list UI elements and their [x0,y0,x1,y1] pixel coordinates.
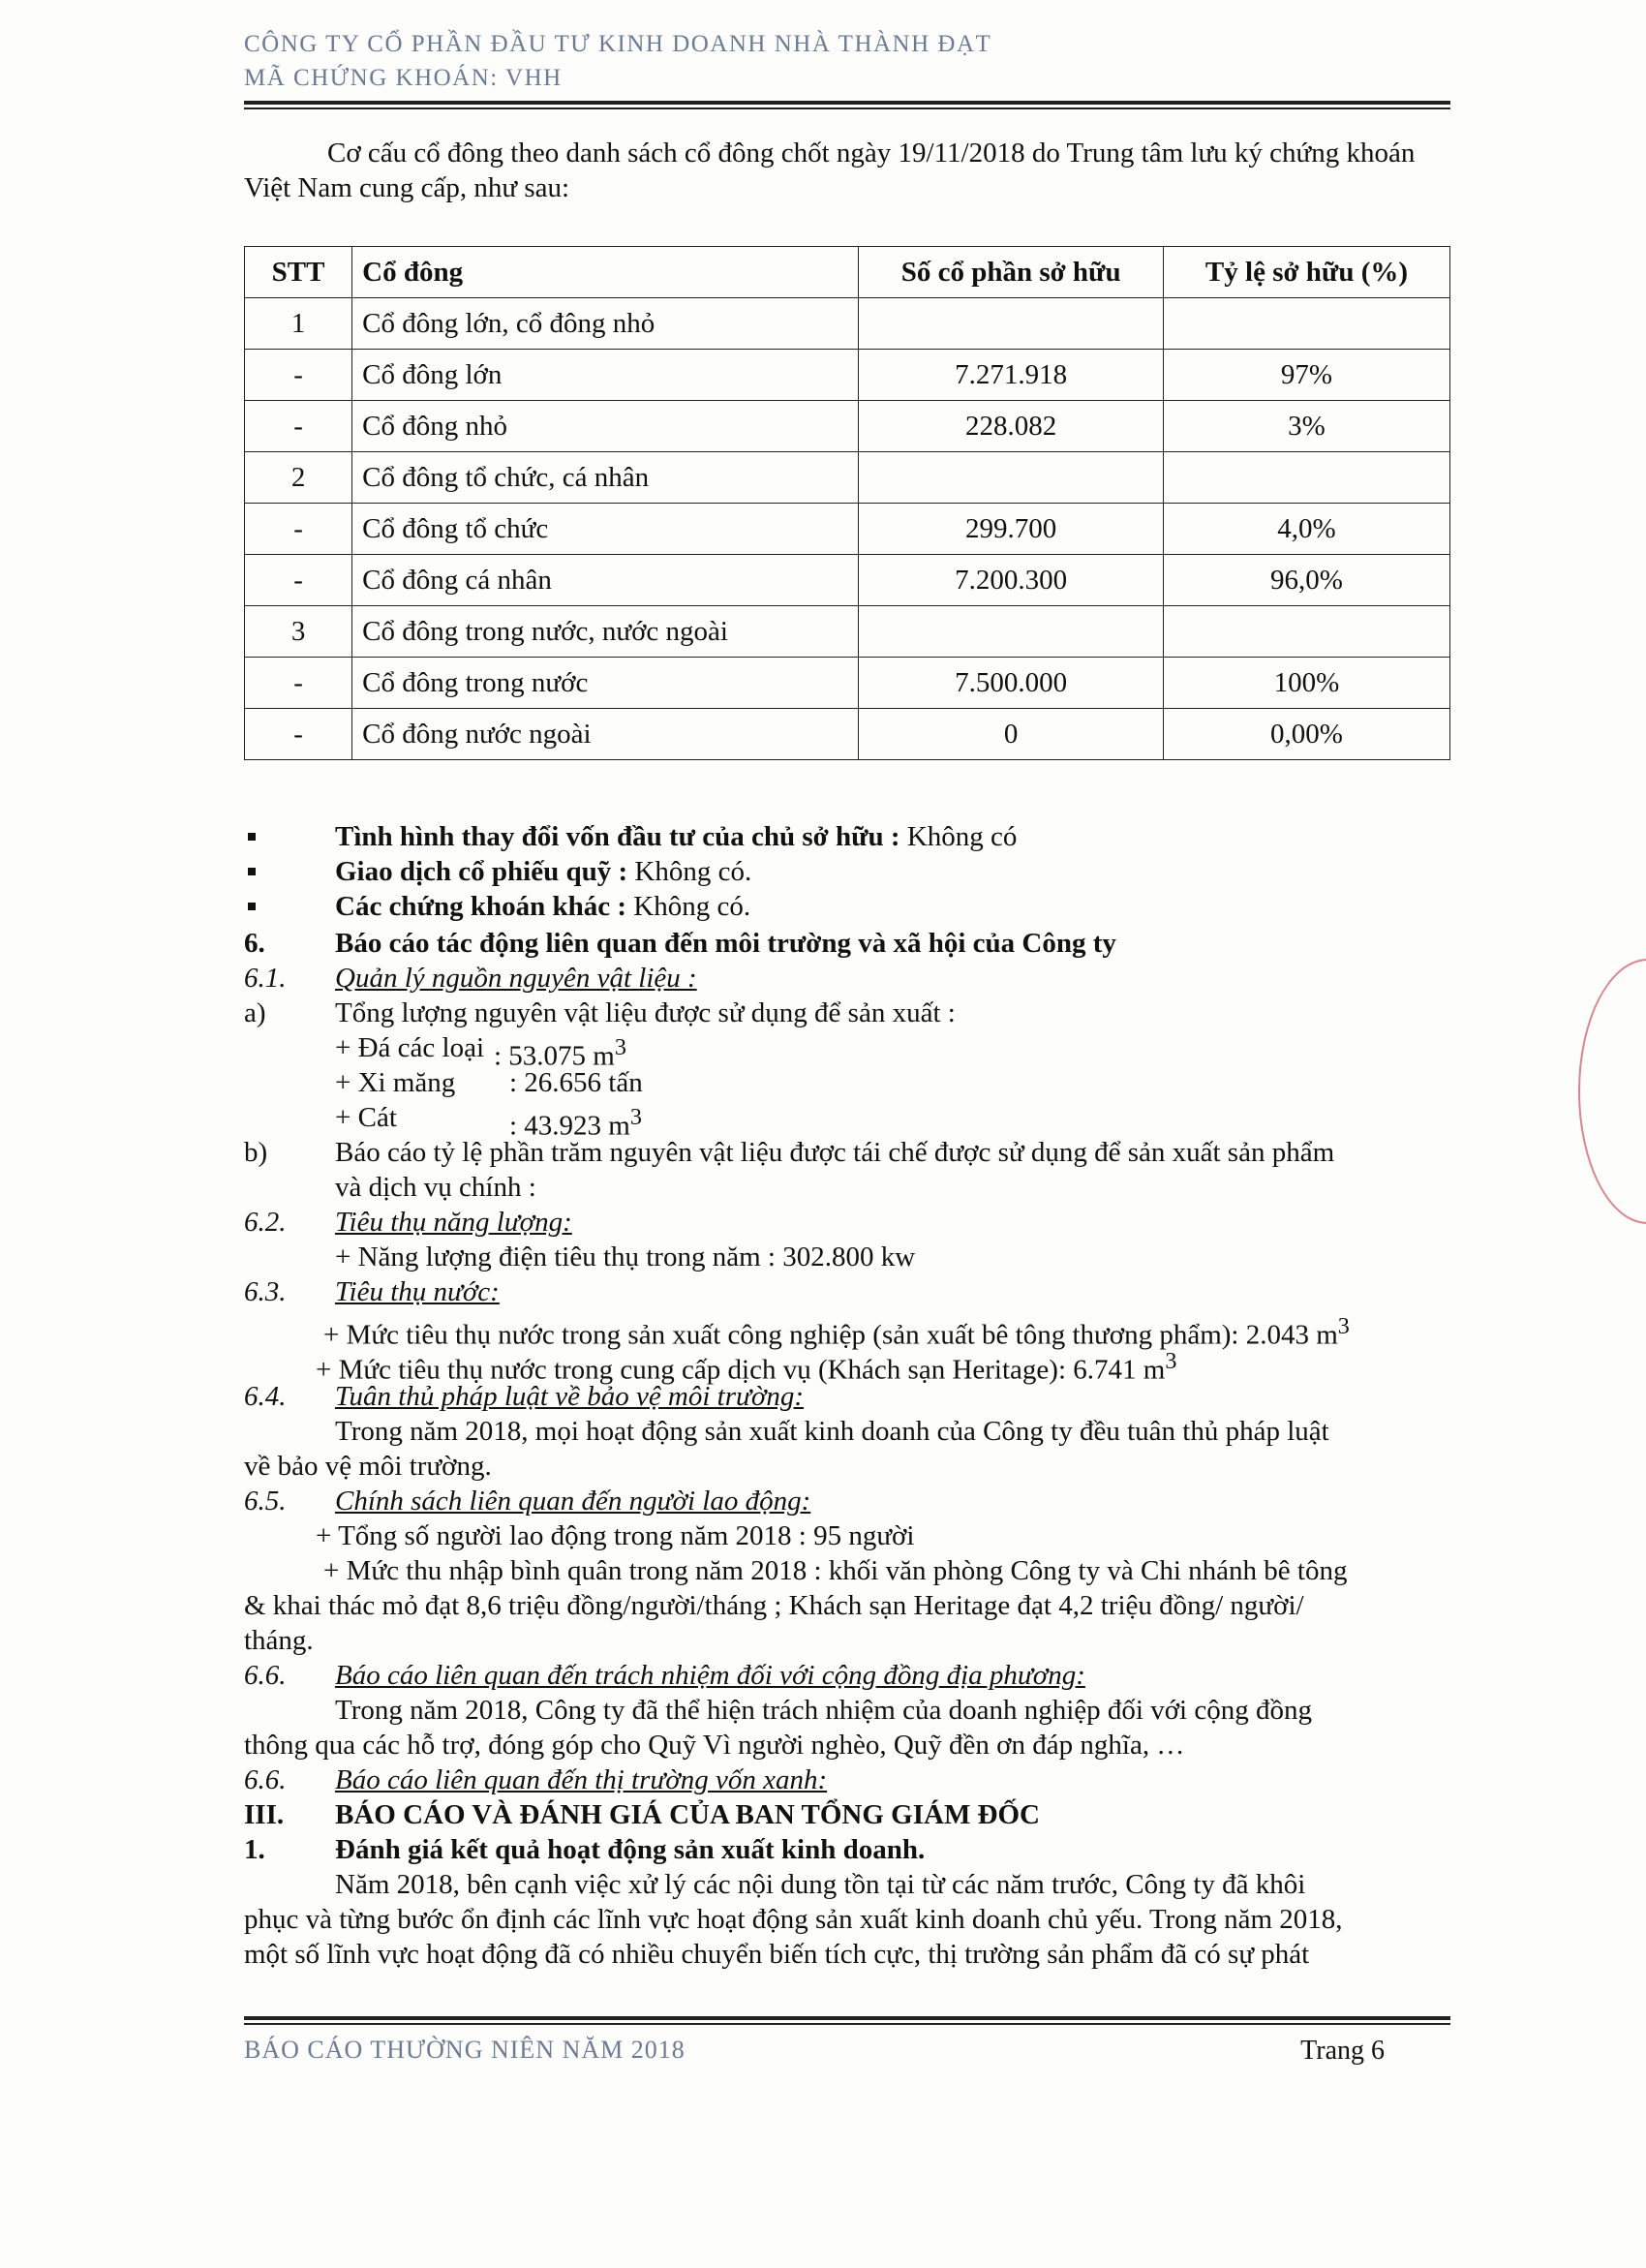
subsection-title: Quản lý nguồn nguyên vật liệu : [335,963,697,994]
page-number: Trang 6 [1300,2036,1385,2066]
cell-stt: - [245,658,352,709]
table-row [245,709,1450,760]
subsection-title: Báo cáo liên quan đến thị trường vốn xanh: [335,1764,828,1795]
table-row [245,606,1450,658]
table-header-row [245,247,1450,298]
body-text: Trong năm 2018, mọi hoạt động sản xuất kinh doanh của Công ty đều tuân thủ pháp luật [335,1416,1329,1447]
item-text: Tổng lượng nguyên vật liệu được sử dụng để sản xuất : [335,997,956,1028]
item-text: Báo cáo tỷ lệ phần trăm nguyên vật liệu được tái chế được sử dụng để sản xuất sản phẩm [335,1137,1335,1168]
header-rule-thin [244,107,1450,109]
cell-percent [1163,606,1449,658]
bullet-equity-change [335,819,1017,854]
table-row [245,504,1450,555]
cell-shares: 7.200.300 [859,555,1164,606]
section-title: Đánh giá kết quả hoạt động sản xuất kinh doanh. [335,1834,926,1865]
subsection-number: 6.6. [244,1764,287,1795]
cell-stt: 3 [245,606,352,658]
subsection-number: 6.5. [244,1486,287,1517]
cell-name: Cổ đông nhỏ [352,401,859,452]
cell-stt: 1 [245,298,352,350]
bullet-label: Các chứng khoán khác : [335,891,627,922]
bullet-marker [248,833,256,841]
cell-name: Cổ đông cá nhân [352,555,859,606]
company-header [244,27,991,95]
table-row [245,298,1450,350]
table-row [245,401,1450,452]
col-header-shares: Số cổ phần sở hữu [859,247,1164,298]
col-header-percent: Tỷ lệ sở hữu (%) [1163,247,1449,298]
table-row [245,452,1450,504]
subsection-number: 6.1. [244,963,287,994]
cell-stt: - [245,401,352,452]
cell-percent: 96,0% [1163,555,1449,606]
unit-superscript: 3 [614,1034,626,1060]
section-title: BÁO CÁO VÀ ĐÁNH GIÁ CỦA BAN TỔNG GIÁM ĐỐC [335,1799,1041,1830]
cell-shares [859,452,1164,504]
table-row [245,555,1450,606]
body-text: thông qua các hỗ trợ, đóng góp cho Quỹ Vì người nghèo, Quỹ đền ơn đáp nghĩa, … [244,1730,1185,1761]
col-header-shareholder: Cổ đông [352,247,859,298]
cell-stt: - [245,504,352,555]
body-text: Trong năm 2018, Công ty đã thể hiện trách nhiệm của doanh nghiệp đối với cộng đồng [335,1695,1312,1726]
footer-title: BÁO CÁO THƯỜNG NIÊN NĂM 2018 [244,2036,686,2064]
material-amount: : 26.656 tấn [509,1067,643,1098]
subsection-title: Tiêu thụ nước: [335,1276,500,1307]
body-text: Năm 2018, bên cạnh việc xử lý các nội dung tồn tại từ các năm trước, Công ty đã khôi [335,1869,1306,1900]
subsection-number: 6.3. [244,1276,287,1307]
stock-code: MÃ CHỨNG KHOÁN: VHH [244,65,563,91]
bullet-treasury [335,854,751,889]
body-text: + Mức thu nhập bình quân trong năm 2018 : khối văn phòng Công ty và Chi nhánh bê tông [323,1555,1348,1586]
material-amount: : 43.923 m [509,1110,630,1142]
cell-shares: 0 [859,709,1164,760]
unit-superscript: 3 [1165,1348,1177,1374]
section-number: III. [244,1799,285,1830]
cell-percent: 3% [1163,401,1449,452]
subsection-title: Báo cáo liên quan đến trách nhiệm đối với cộng đồng địa phương: [335,1660,1085,1691]
body-text: & khai thác mỏ đạt 8,6 triệu đồng/người/tháng ; Khách sạn Heritage đạt 4,2 triệu đồng/ người/ [244,1590,1304,1621]
unit-superscript: 3 [1337,1313,1350,1339]
cell-shares: 299.700 [859,504,1164,555]
cell-stt: - [245,350,352,401]
section-number: 6. [244,928,265,959]
cell-name: Cổ đông trong nước [352,658,859,709]
cell-stt: - [245,555,352,606]
material-amount: : 53.075 m [494,1040,615,1072]
material-name: + Đá các loại [335,1032,485,1063]
cell-stt: 2 [245,452,352,504]
footer-rule-thin [244,2023,1450,2025]
bullet-other-securities [335,889,750,924]
water-text: + Mức tiêu thụ nước trong cung cấp dịch vụ (Khách sạn Heritage): 6.741 m [316,1354,1166,1386]
cell-shares: 228.082 [859,401,1164,452]
material-name: + Cát [335,1102,397,1133]
header-rule-thick [244,101,1450,105]
table-row [245,350,1450,401]
subsection-number: 6.2. [244,1207,287,1238]
material-value [509,1065,643,1100]
cell-percent [1163,298,1449,350]
cell-percent: 0,00% [1163,709,1449,760]
shareholder-table [244,246,1450,760]
intro-paragraph: Cơ cấu cổ đông theo danh sách cổ đông chốt ngày 19/11/2018 do Trung tâm lưu ký chứng khoán Việt Nam cung cấp, như sau: [244,138,1416,203]
bullet-value: Không có [899,821,1018,852]
cell-percent: 97% [1163,350,1449,401]
cell-name: Cổ đông trong nước, nước ngoài [352,606,859,658]
item-label: a) [244,997,266,1028]
col-header-stt: STT [245,247,352,298]
subsection-title: Chính sách liên quan đến người lao động: [335,1486,811,1517]
subsection-title: Tiêu thụ năng lượng: [335,1207,572,1238]
cell-shares [859,606,1164,658]
cell-stt: - [245,709,352,760]
bullet-marker [248,903,256,910]
bullet-marker [248,868,256,875]
cell-name: Cổ đông tổ chức, cá nhân [352,452,859,504]
body-text: tháng. [244,1625,314,1656]
cell-shares: 7.271.918 [859,350,1164,401]
section-number: 1. [244,1834,265,1865]
table-row [245,658,1450,709]
water-text: + Mức tiêu thụ nước trong sản xuất công nghiệp (sản xuất bê tông thương phẩm): 2.043 m [323,1319,1338,1351]
bullet-label: Tình hình thay đổi vốn đầu tư của chủ sở hữu : [335,821,900,852]
bullet-value: Không có. [627,856,752,887]
body-text: một số lĩnh vực hoạt động đã có nhiều chuyển biến tích cực, thị trường sản phẩm đã có sự phát [244,1939,1310,1970]
subsection-number: 6.6. [244,1660,287,1691]
cell-name: Cổ đông lớn [352,350,859,401]
company-name: CÔNG TY CỔ PHẦN ĐẦU TƯ KINH DOANH NHÀ THÀNH ĐẠT [244,31,992,57]
cell-name: Cổ đông nước ngoài [352,709,859,760]
item-text: và dịch vụ chính : [335,1172,536,1203]
unit-superscript: 3 [629,1104,642,1130]
cell-shares [859,298,1164,350]
section-title: Báo cáo tác động liên quan đến môi trường và xã hội của Công ty [335,928,1116,959]
body-text: về bảo vệ môi trường. [244,1451,492,1482]
item-label: b) [244,1137,268,1168]
body-text: phục và từng bước ổn định các lĩnh vực hoạt động sản xuất kinh doanh chủ yếu. Trong năm 2018, [244,1904,1343,1935]
cell-name: Cổ đông tổ chức [352,504,859,555]
footer-rule-thick [244,2016,1450,2020]
cell-percent: 100% [1163,658,1449,709]
cell-percent [1163,452,1449,504]
body-text: + Tổng số người lao động trong năm 2018 : 95 người [316,1520,915,1551]
seal-stamp [1578,959,1646,1224]
subsection-title: Tuân thủ pháp luật về bảo vệ môi trường: [335,1381,804,1412]
energy-line: + Năng lượng điện tiêu thụ trong năm : 302.800 kw [335,1241,916,1272]
cell-shares: 7.500.000 [859,658,1164,709]
subsection-number: 6.4. [244,1381,287,1412]
material-name: + Xi măng [335,1067,456,1098]
cell-percent: 4,0% [1163,504,1449,555]
bullet-label: Giao dịch cổ phiếu quỹ : [335,856,628,887]
bullet-value: Không có. [626,891,751,922]
cell-name: Cổ đông lớn, cổ đông nhỏ [352,298,859,350]
